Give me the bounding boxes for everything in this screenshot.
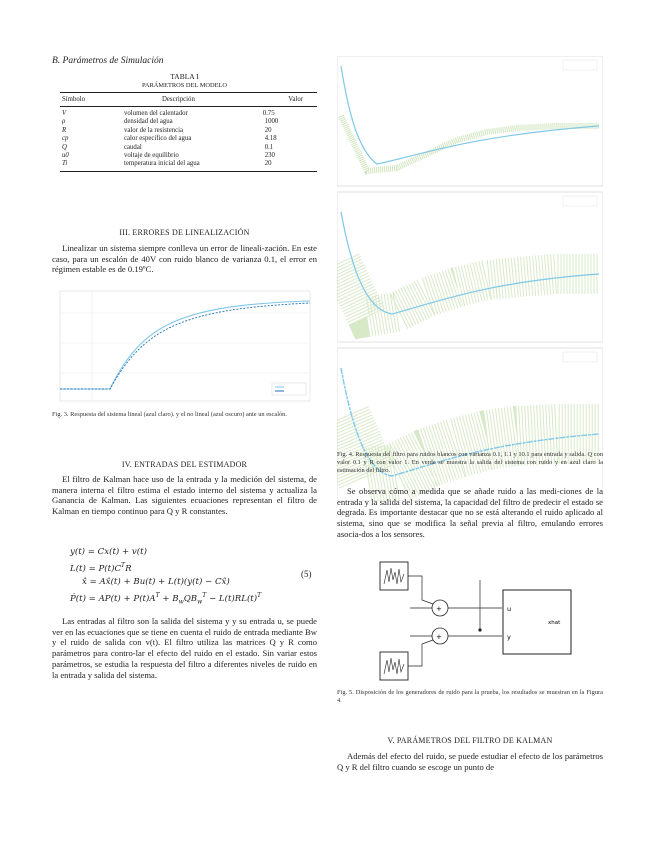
table-row: Ti temperatura inicial del agua 20 — [60, 160, 317, 171]
figure-4-subplot-2 — [337, 192, 603, 342]
table-row: u0 voltaje de equilibrio 230 — [62, 152, 275, 160]
svg-text:+: + — [436, 633, 442, 641]
section-5-heading: V. PARÁMETROS DEL FILTRO DE KALMAN — [387, 736, 553, 745]
section-4-paragraph-1: El filtro de Kalman hace uso de la entrada y la medición del sistema, de manera interna el filtro estima el estado interno del sistema y actualiza la Ganancia de Kalman. Las siguientes ecuaciones representan el filtro de Kalman en tiempo continuo para Q y R constantes. — [52, 474, 317, 517]
table-row: Q caudal 0.1 — [62, 143, 274, 151]
table-title: PARÁMETROS DEL MODELO — [141, 82, 228, 89]
kalman-filter-block — [503, 590, 571, 654]
section-4-heading: IV. ENTRADAS DEL ESTIMADOR — [121, 460, 248, 469]
right-paragraph: Se observa cómo a medida que se añade ruido a las medi-ciones de la entrada y la salida del sistema, la capacidad del filtro de predecir el estado se degrada. Es importante destacar que no se está alterando el ruido aplicado al sistema, sino que se modifica la señal previa al filtro, emulando errores asocia-dos a los sensores. — [337, 486, 603, 539]
branch-point — [478, 628, 481, 631]
section-b-title: B. Parámetros de Simulación — [52, 56, 164, 66]
kalman-equations: y(t) = Cx(t) + v(t) $L(t) = P(t)C^TR$ x̂̇ = Ax̂(t) + Bu(t) + L(t)(y(t) − Cx̂) Ṗ(t) = $AP(t) + P(t)A^T + B_wQB_w^T - L(t)RL(t)^T$ — [70, 547, 262, 606]
table-header: Descripción — [122, 93, 263, 107]
figure-3-plot — [52, 283, 317, 408]
figure-4-caption: Fig. 4. Respuesta del filtro para ruidos blancos con varianza 0.1, 1.1 y 10.1 para entrada y salida. Q con valor 0.1 y R con valor 1. En verde se muestra la salida del sistema con ruido y en azul claro la estimación del filtro. — [337, 451, 603, 475]
noise-generator-block — [380, 652, 408, 680]
table-label: TABLA I — [170, 72, 199, 81]
port-u-label: u — [507, 605, 512, 613]
figure-5-caption: Fig. 5. Disposición de los generadores de ruido para la prueba, los resultados se muestran en la Figura 4. — [337, 689, 603, 705]
figure-5-diagram — [370, 560, 580, 684]
figure-4-subplot-1 — [337, 56, 603, 186]
table-header: Valor — [263, 93, 317, 107]
table-row: ρ densidad del agua 1000 — [62, 118, 279, 126]
figure-3-caption: Fig. 3. Respuesta del sistema lineal (azul claro). y el no lineal (azul oscuro) ante un escalón. — [52, 411, 287, 418]
section-4-paragraph-2: Las entradas al filtro son la salida del sistema y y su entrada u, se puede ver en las ecuaciones que se tiene en cuenta el ruido de entrada mediante Bw y el ruido de salida con v(t). El filtro utiliza las matrices Q y R como parámetros para contro-lar el efecto del ruido en el estado. Sin variar estos parámetros, se estudia la respuesta del filtro a diferentes niveles de ruido en la entrada y salida del sistema. — [52, 616, 317, 680]
port-y-label: y — [507, 633, 511, 641]
sum-block — [432, 628, 448, 644]
equation-number: (5) — [301, 569, 312, 579]
section-3-paragraph: Linealizar un sistema siempre conlleva un error de lineali-zación. En este caso, para un escalón de 40V con ruido blanco de varianza 0.1, el error en régimen estable es de 0.19ºC. — [52, 243, 317, 275]
parameters-table — [60, 92, 317, 172]
figure-4-subplot-3 — [337, 348, 603, 501]
table-header: Símbolo — [60, 93, 122, 107]
xhat-label: xhat — [548, 620, 561, 626]
section-3-heading: III. ERRORES DE LINEALIZACIÓN — [119, 228, 250, 237]
noise-generator-block — [380, 562, 408, 590]
section-5-paragraph: Además del efecto del ruido, se puede estudiar el efecto de los parámetros Q y R del filtro cuando se escoge un punto de — [337, 751, 603, 772]
svg-text:+: + — [436, 605, 442, 613]
table-row: V volumen del calentador 0.75 — [62, 110, 275, 117]
sum-block — [432, 600, 448, 616]
figure-4-plots — [337, 56, 603, 501]
table-row: cp calor específico del agua 4.18 — [62, 135, 277, 143]
table-row: R valor de la resistencia 20 — [62, 126, 272, 134]
